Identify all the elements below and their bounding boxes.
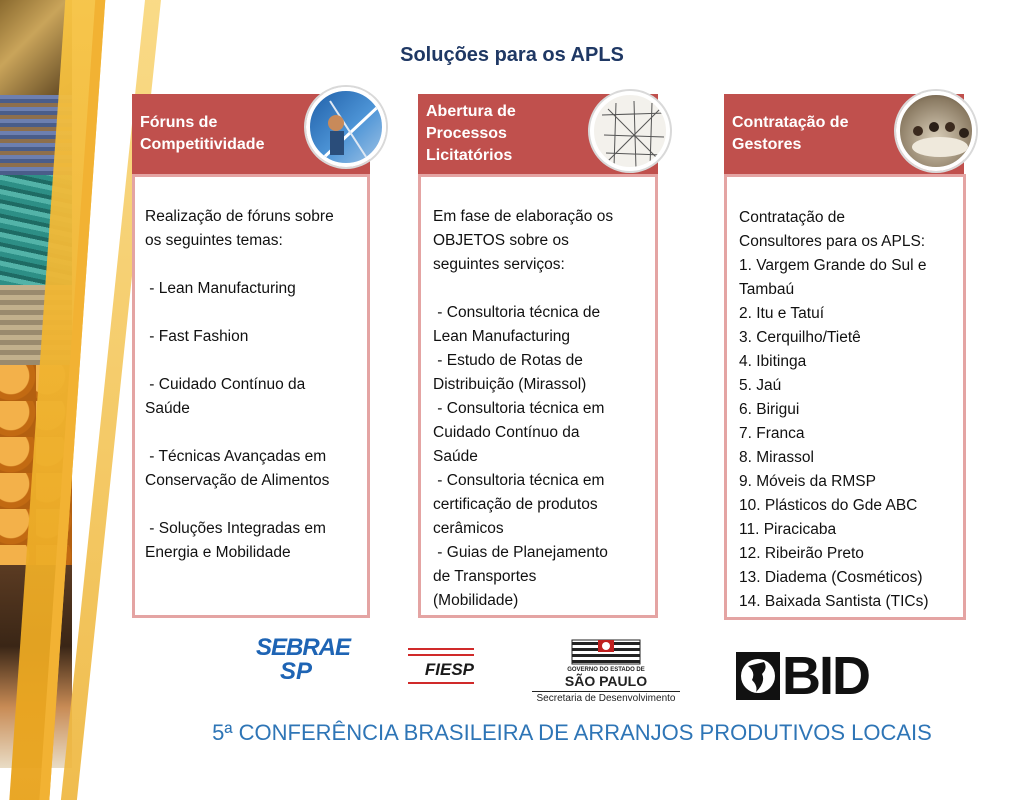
card-heading-line: Abertura de — [426, 103, 516, 120]
card-text-line: certificação de produtos — [433, 496, 598, 513]
card-text-line: Realização de fóruns sobre — [145, 208, 334, 225]
card-text-line: cerâmicos — [433, 520, 504, 537]
card-text-line: 4. Ibitinga — [739, 353, 807, 370]
fiesp-stripe — [408, 682, 474, 684]
blueprint-sketch-photo — [590, 91, 670, 171]
meeting-illustration — [900, 95, 976, 171]
card-text-line: 9. Móveis da RMSP — [739, 473, 876, 490]
card-text-line: - Técnicas Avançadas em — [145, 448, 327, 465]
card-text-line: 5. Jaú — [739, 377, 782, 394]
card-text-line: seguintes serviços: — [433, 256, 565, 273]
sp-government-small-text: GOVERNO DO ESTADO DE — [567, 667, 645, 673]
sketch-illustration — [594, 95, 670, 171]
card-text-line: 14. Baixada Santista (TICs) — [739, 593, 929, 610]
conference-footer: 5ª CONFERÊNCIA BRASILEIRA DE ARRANJOS PRODUTIVOS LOCAIS — [212, 720, 932, 745]
card-body-foruns — [132, 174, 370, 618]
card-text-line: 10. Plásticos do Gde ABC — [739, 497, 918, 514]
card-text-line: 3. Cerquilho/Tietê — [739, 329, 861, 346]
card-text-line: - Lean Manufacturing — [145, 280, 296, 297]
fiesp-stripe — [408, 654, 474, 656]
card-text-line: Tambaú — [739, 281, 795, 298]
card-text-line: Cuidado Contínuo da — [433, 424, 580, 441]
card-text-line: Saúde — [145, 400, 190, 417]
meeting-photo — [896, 91, 976, 171]
card-text-line: (Mobilidade) — [433, 592, 519, 609]
sao-paulo-government-logo — [526, 636, 686, 712]
sebrae-logo-text: SEBRAE — [256, 634, 351, 661]
worker-photo — [306, 87, 386, 167]
sao-paulo-flag-icon — [566, 636, 646, 666]
globe-emblem-icon — [736, 652, 780, 700]
card-body-licitatorios — [418, 174, 658, 618]
card-heading-line: Processos — [426, 125, 507, 142]
card-text-line: Saúde — [433, 448, 478, 465]
card-text-line: 12. Ribeirão Preto — [739, 545, 864, 562]
card-text-line: - Estudo de Rotas de — [433, 352, 583, 369]
card-text-line: Em fase de elaboração os — [433, 208, 614, 225]
card-text-line: - Soluções Integradas em — [145, 520, 326, 537]
fiesp-stripe — [408, 648, 474, 650]
card-text-line: 7. Franca — [739, 425, 805, 442]
sebrae-sp-text: SP — [280, 658, 313, 685]
card-text-line — [145, 349, 367, 373]
card-text-line: os seguintes temas: — [145, 232, 283, 249]
card-text-line: 2. Itu e Tatuí — [739, 305, 825, 322]
card-body-gestores — [724, 174, 966, 620]
fiesp-logo — [408, 648, 474, 692]
card-text-line: Conservação de Alimentos — [145, 472, 330, 489]
worker-illustration — [310, 91, 386, 167]
sp-government-title: SÃO PAULO — [564, 673, 648, 689]
card-text-line — [145, 421, 367, 445]
fiesp-logo-text: FIESP — [424, 660, 474, 679]
card-text-line: 11. Piracicaba — [739, 521, 837, 538]
bid-logo-text: BID — [782, 646, 869, 706]
card-text-line: Energia e Mobilidade — [145, 544, 291, 561]
card-text-line — [433, 277, 655, 301]
bid-logo — [736, 648, 876, 704]
card-text-line: - Consultoria técnica de — [433, 304, 601, 321]
card-text-line: de Transportes — [433, 568, 537, 585]
card-heading-line: Competitividade — [140, 136, 265, 153]
card-text-line: - Consultoria técnica em — [433, 472, 605, 489]
card-heading-line: Fóruns de — [140, 114, 218, 131]
sp-government-subtitle: Secretaria de Desenvolvimento — [532, 691, 680, 706]
card-text-line: - Consultoria técnica em — [433, 400, 605, 417]
card-text-line: 6. Birigui — [739, 401, 800, 418]
card-text-line: Consultores para os APLS: — [739, 233, 926, 250]
card-text-line: Lean Manufacturing — [433, 328, 571, 345]
card-text-line: Distribuição (Mirassol) — [433, 376, 587, 393]
card-text-line: - Fast Fashion — [145, 328, 249, 345]
card-text-line: - Cuidado Contínuo da — [145, 376, 306, 393]
card-text-line: 8. Mirassol — [739, 449, 814, 466]
card-heading-line: Contratação de — [732, 114, 849, 131]
card-text-line — [145, 301, 367, 325]
card-text-line: OBJETOS sobre os — [433, 232, 569, 249]
card-text-line — [145, 253, 367, 277]
card-text-line: Contratação de — [739, 209, 845, 226]
card-text-line: 13. Diadema (Cosméticos) — [739, 569, 923, 586]
card-text-line: 1. Vargem Grande do Sul e — [739, 257, 927, 274]
sebrae-logo — [256, 628, 351, 692]
card-text-line: - Guias de Planejamento — [433, 544, 608, 561]
page-title: Soluções para os APLS — [400, 44, 624, 66]
card-text-line — [145, 493, 367, 517]
card-heading-line: Gestores — [732, 136, 802, 153]
card-heading-line: Licitatórios — [426, 147, 513, 164]
